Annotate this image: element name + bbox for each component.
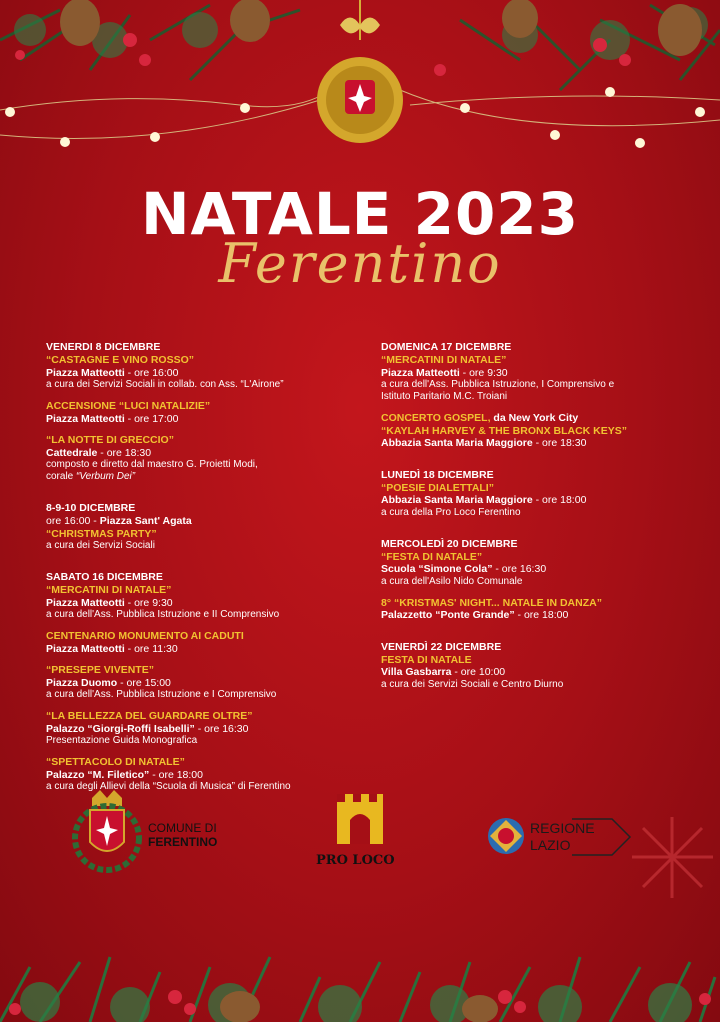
event-time: - ore 18:00 (532, 494, 587, 506)
regione-name-line2: LAZIO (530, 837, 571, 853)
pine-garland-top (0, 0, 720, 160)
regione-logo-lines-icon (572, 817, 632, 857)
event-place: Palazzetto “Ponte Grande” (381, 609, 515, 621)
title-block (0, 180, 720, 330)
event-note: a cura dei Servizi Sociali (46, 540, 155, 551)
event-note: a cura degli Allievi della “Scuola di Musica” di Ferentino (46, 781, 291, 792)
event-note: corale (46, 471, 77, 482)
event-name: 8° “KRISTMAS' NIGHT... NATALE IN DANZA” (381, 596, 602, 609)
event-item (46, 400, 366, 425)
event-place: Villa Gasbarra (381, 666, 452, 678)
event-name: FESTA DI NATALE (381, 653, 472, 666)
event-name-tail: da New York City (490, 412, 579, 424)
event-time: - ore 10:00 (451, 666, 506, 678)
event-note: Istituto Paritario M.C. Troiani (381, 391, 508, 402)
event-place: Piazza Matteotti (381, 366, 460, 379)
event-place: Abbazia Santa Maria Maggiore (381, 437, 533, 449)
event-item (46, 434, 366, 483)
title-main: NATALE 2023 (140, 180, 580, 248)
event-item (381, 412, 701, 450)
event-note: Presentazione Guida Monografica (46, 735, 198, 746)
event-day: DOMENICA 17 DICEMBRE (381, 341, 512, 353)
event-day: SABATO 16 DICEMBRE (46, 571, 163, 583)
event-note: a cura dell'Ass. Pubblica Istruzione e II Comprensivo (46, 609, 280, 620)
event-place: Cattedrale (46, 446, 98, 459)
sponsor-logos (0, 780, 720, 880)
event-place: Palazzo “M. Filetico” (46, 768, 150, 781)
pro-loco-tower-icon (333, 790, 387, 846)
snowflake-icon (630, 815, 715, 900)
event-place: Piazza Duomo (46, 676, 118, 689)
event-item (381, 641, 701, 691)
event-item (46, 571, 366, 621)
event-name: “SPETTACOLO DI NATALE” (46, 756, 185, 768)
event-place: Piazza Matteotti (46, 412, 125, 425)
event-name: “MERCATINI DI NATALE” (381, 354, 507, 366)
event-place: Piazza Matteotti (46, 596, 125, 609)
event-note: composto e diretto dal maestro G. Proietti Modi, (46, 459, 258, 470)
event-name-secondary: “KAYLAH HARVEY & THE BRONX BLACK KEYS” (381, 424, 628, 437)
event-item (46, 710, 366, 747)
event-place: Palazzo “Giorgi-Roffi Isabelli” (46, 722, 195, 735)
event-name: “FESTA DI NATALE” (381, 550, 483, 563)
event-name: “LA BELLEZZA DEL GUARDARE OLTRE” (46, 710, 253, 722)
event-place: Piazza Matteotti (46, 642, 125, 655)
events-left-column (46, 341, 366, 802)
event-item (381, 341, 701, 403)
event-time: - ore 18:00 (149, 768, 203, 781)
event-time: - ore 16:30 (194, 722, 249, 735)
event-time: - ore 18:30 (97, 446, 152, 459)
event-day: VENERDÌ 22 DICEMBRE (381, 640, 502, 653)
event-name: CENTENARIO MONUMENTO AI CADUTI (46, 630, 244, 642)
events-right-column (381, 341, 701, 700)
event-time: - ore 18:00 (514, 609, 569, 621)
pine-garland-bottom (0, 927, 720, 1022)
event-name: “PRESEPE VIVENTE” (46, 664, 154, 676)
event-place: Piazza Matteotti (46, 366, 125, 379)
event-time: - ore 18:30 (532, 437, 587, 449)
event-name: “CASTAGNE E VINO ROSSO” (46, 354, 194, 366)
event-time: - ore 15:00 (117, 676, 171, 689)
event-time: - ore 17:00 (124, 412, 179, 425)
event-note: a cura dell'Asilo Nido Comunale (381, 575, 523, 587)
event-place: Piazza Sant' Agata (99, 515, 192, 527)
comune-name-line1: COMUNE DI (148, 821, 217, 835)
event-time: - ore 11:30 (124, 642, 178, 655)
event-item (46, 502, 366, 552)
event-note: a cura della Pro Loco Ferentino (381, 506, 521, 518)
regione-name-line1: REGIONE (530, 820, 595, 836)
event-day: MERCOLEDÌ 20 DICEMBRE (381, 537, 518, 550)
event-note: a cura dell'Ass. Pubblica Istruzione, I Comprensivo e (381, 379, 615, 390)
comune-name-line2: FERENTINO (148, 835, 218, 849)
ornament-crest-icon (317, 0, 403, 143)
event-time: - ore 16:00 (124, 366, 179, 379)
event-time: - ore 9:30 (459, 366, 508, 379)
event-time: ore 16:00 - (46, 515, 100, 527)
event-place: Abbazia Santa Maria Maggiore (381, 494, 533, 506)
regione-lazio-emblem-icon (487, 817, 525, 855)
event-name: CONCERTO GOSPEL, (381, 412, 491, 424)
event-name: “POESIE DIALETTALI” (381, 481, 494, 494)
event-note: a cura dei Servizi Sociali in collab. con Ass. “L'Airone” (46, 379, 284, 390)
event-time: - ore 9:30 (124, 596, 173, 609)
event-name: “MERCATINI DI NATALE” (46, 584, 172, 596)
event-time: - ore 16:30 (492, 563, 547, 575)
event-item (381, 597, 701, 622)
event-day: VENERDI 8 DICEMBRE (46, 341, 161, 353)
event-item (46, 341, 366, 391)
pro-loco-name: PRO LOCO (316, 853, 395, 868)
event-name: ACCENSIONE “LUCI NATALIZIE” (46, 400, 211, 412)
event-item (381, 538, 701, 588)
event-note-italic: “Verbum Dei” (76, 471, 136, 482)
event-item (46, 630, 366, 655)
event-name: “LA NOTTE DI GRECCIO” (46, 434, 174, 446)
event-day: LUNEDÌ 18 DICEMBRE (381, 468, 494, 481)
event-day: 8-9-10 DICEMBRE (46, 502, 136, 514)
event-note: a cura dell'Ass. Pubblica Istruzione e I Comprensivo (46, 689, 277, 700)
event-item (46, 664, 366, 701)
event-name: “CHRISTMAS PARTY” (46, 527, 157, 540)
comune-crest-icon (70, 788, 145, 878)
event-item (381, 469, 701, 519)
title-script: Ferentino (218, 232, 502, 295)
event-note: a cura dei Servizi Sociali e Centro Diurno (381, 678, 564, 690)
event-place: Scuola “Simone Cola” (381, 563, 493, 575)
